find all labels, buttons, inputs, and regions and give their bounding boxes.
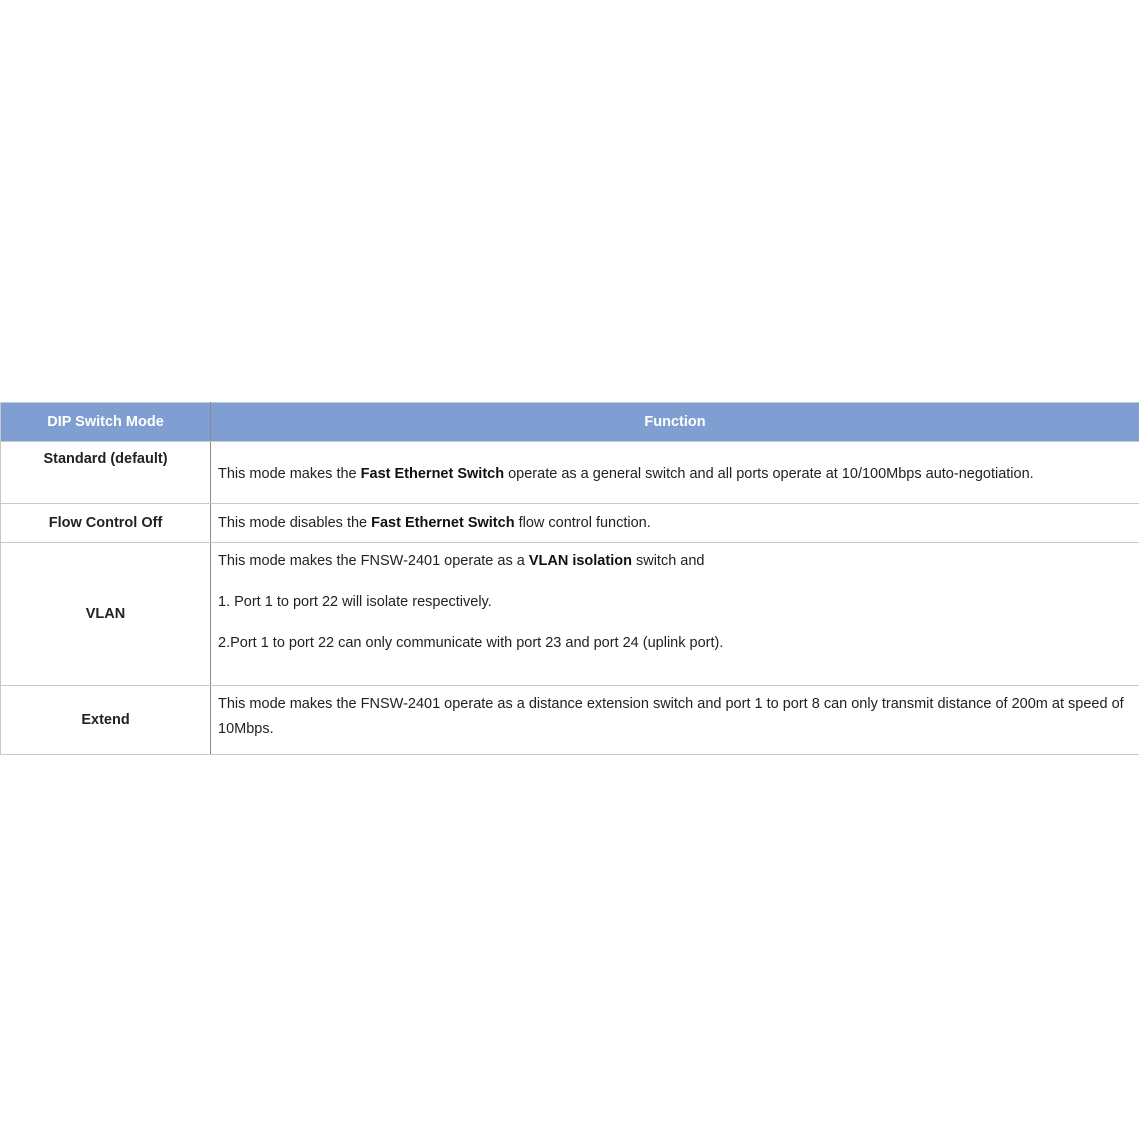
function-cell <box>211 543 1139 686</box>
mode-cell: VLAN <box>1 543 211 686</box>
function-paragraph: 1. Port 1 to port 22 will isolate respectively. <box>218 594 492 610</box>
function-cell <box>211 442 1139 504</box>
function-text: This mode makes the FNSW-2401 operate as a <box>218 553 529 569</box>
function-cell <box>211 504 1139 543</box>
mode-cell: Flow Control Off <box>1 504 211 543</box>
function-text: This mode makes the <box>218 465 361 482</box>
function-text: switch and <box>631 553 705 569</box>
function-bold-text: Fast Ethernet Switch <box>360 465 505 482</box>
function-text: flow control function. <box>514 514 651 531</box>
function-text: This mode disables the <box>218 514 372 531</box>
function-cell: This mode makes the FNSW-2401 operate as a distance extension switch and port 1 to port 8 can only transmit distance of 200m at speed of 10Mbps. <box>211 686 1139 755</box>
table-row-standard <box>1 442 1139 504</box>
header-dip-switch-mode: DIP Switch Mode <box>1 403 211 442</box>
function-bold-text: Fast Ethernet Switch <box>371 514 515 531</box>
function-bold-text: VLAN isolation <box>528 553 632 569</box>
dip-switch-table-container <box>0 402 1139 755</box>
table-header-row <box>1 403 1139 442</box>
mode-cell: Extend <box>1 686 211 755</box>
mode-cell: Standard (default) <box>1 442 211 504</box>
function-text: operate as a general switch and all ports operate at 10/100Mbps auto-negotiation. <box>504 465 1034 482</box>
table-row-vlan <box>1 543 1139 686</box>
function-paragraph: 2.Port 1 to port 22 can only communicate with port 23 and port 24 (uplink port). <box>218 635 724 651</box>
dip-switch-mode-table <box>0 402 1139 755</box>
function-paragraph <box>218 549 1132 574</box>
table-row-flow-control-off <box>1 504 1139 543</box>
header-function: Function <box>211 403 1139 442</box>
table-row-extend <box>1 686 1139 755</box>
